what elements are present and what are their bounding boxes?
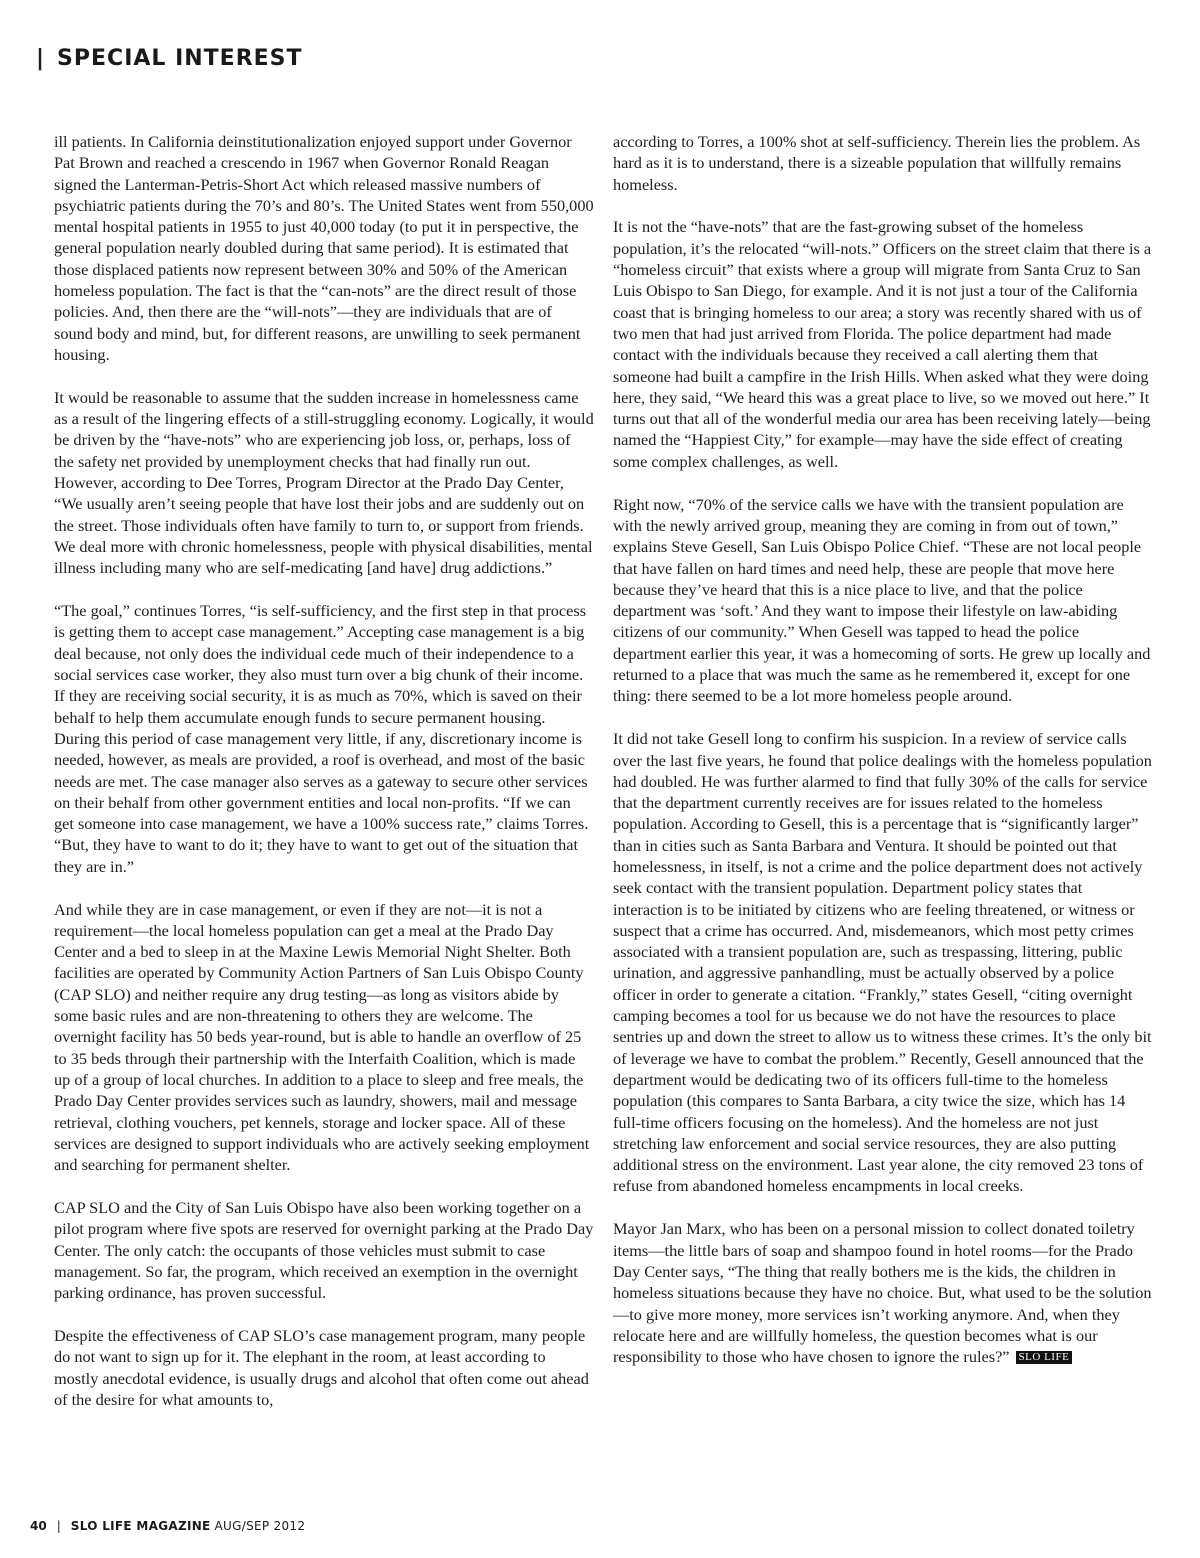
page-number: 40: [30, 1519, 47, 1533]
article-paragraph: ill patients. In California deinstitutionalization enjoyed support under Governor Pat Brown and reached a crescendo in 1967 when Governor Ronald Reagan signed the Lanterman-Petris-Short Act which released massive numbers of psychiatric patients during the 70’s and 80’s. The United States went from 550,000 mental hospital patients in 1955 to just 40,000 today (to put it in perspective, the general population nearly doubled during that same period). It is estimated that those displaced patients now represent between 30% and 50% of the American homeless population. The fact is that the “can-nots” are the direct result of those policies. And, then there are the “will-nots”—they are individuals that are of sound body and mind, but, for different reasons, are unwilling to seek permanent housing.: [54, 132, 594, 364]
article-paragraph: It is not the “have-nots” that are the fast-growing subset of the homeless population, it’s the relocated “will-nots.” Officers on the street claim that there is a “homeless circuit” that exists where a group will migrate from Santa Cruz to San Luis Obispo to San Diego, for example. And it is not just a tour of the California coast that is bringing homeless to our area; a story was recently shared with us of two men that had just arrived from Florida. The police department had made contact with the individuals because they received a call alerting them that someone had built a campfire in the Irish Hills. When asked what they were doing here, they said, “We heard this was a great place to live, so we moved out here.” It turns out that all of the wonderful media our area has been receiving lately—being named the “Happiest City,” for example—may have the side effect of creating some complex challenges, as well.: [613, 217, 1152, 471]
article-paragraph: It did not take Gesell long to confirm his suspicion. In a review of service calls over the last five years, he found that police dealings with the homeless population had doubled. He was further alarmed to find that fully 30% of the calls for service that the department currently receives are for issues related to the homeless population. According to Gesell, this is a percentage that is “significantly larger” than in cities such as Santa Barbara and Ventura. It should be pointed out that homelessness, in itself, is not a crime and the police department does not actively seek contact with the transient population. Department policy states that interaction is to be initiated by citizens who are feeling threatened, or witness or suspect that a crime has occurred. And, misdemeanors, which most petty crimes associated with a transient population are, such as trespassing, littering, public urination, and aggressive panhandling, must be actually observed by a police officer in order to generate a citation. “Frankly,” states Gesell, “citing overnight camping becomes a tool for us because we do not have the resources to place sentries up and down the street to allow us to witness these crimes. It’s the only bit of leverage we have to combat the problem.” Recently, Gesell announced that the department would be dedicating two of its officers full-time to the homeless population (this compares to Santa Barbara, a city twice the size, which has 14 full-time officers focusing on the homeless). And the homeless are not just stretching law enforcement and social service resources, they are also putting additional stress on the environment. Last year alone, the city removed 23 tons of refuse from abandoned homeless encampments in local creeks.: [613, 729, 1152, 1196]
issue-date: AUG/SEP 2012: [214, 1519, 306, 1533]
section-header-bar: |: [36, 46, 46, 71]
footer-separator: |: [56, 1519, 61, 1533]
end-mark-logo: SLO LIFE: [1016, 1351, 1073, 1364]
article-paragraph-text: Mayor Jan Marx, who has been on a personal mission to collect donated toiletry items—the little bars of soap and shampoo found in hotel rooms—for the Prado Day Center says, “The thing that really bothers me is the kids, the children in homeless situations because they have no choice. But, what used to be the solution—to give more money, more services isn’t working anymore. And, when they relocate here and are willfully homeless, the question becomes what is our responsibility to those who have chosen to ignore the rules?”: [613, 1219, 1152, 1367]
article-paragraph: Right now, “70% of the service calls we have with the transient population are with the newly arrived group, meaning they are coming in from out of town,” explains Steve Gesell, San Luis Obispo Police Chief. “These are not local people that have fallen on hard times and need help, these are people that move here because they’ve heard that this is a nice place to live, and that the police department was ‘soft.’ And they want to impose their lifestyle on law-abiding citizens of our community.” When Gesell was tapped to head the police department earlier this year, it was a homecoming of sorts. He grew up locally and returned to a place that was much the same as he remembered it, except for one thing: there seemed to be a lot more homeless people around.: [613, 494, 1151, 706]
article-paragraph: CAP SLO and the City of San Luis Obispo have also been working together on a pilot program where five spots are reserved for overnight parking at the Prado Day Center. The only catch: the occupants of those vehicles must submit to case management. So far, the program, which received an exemption in the overnight parking ordinance, has proven successful.: [54, 1198, 594, 1303]
page-footer: [30, 1519, 305, 1533]
article-paragraph: It would be reasonable to assume that the sudden increase in homelessness came as a result of the lingering effects of a still-struggling economy. Logically, it would be driven by the “have-nots” who are experiencing job loss, or, perhaps, loss of the safety net provided by unemployment checks that had finally run out. However, according to Dee Torres, Program Director at the Prado Day Center, “We usually aren’t seeing people that have lost their jobs and are suddenly out on the street. Those individuals often have family to turn to, or support from friends. We deal more with chronic homelessness, people with physical disabilities, mental illness including many who are self-medicating [and have] drug addictions.”: [54, 387, 594, 578]
article-column-left: [54, 131, 594, 1432]
article-paragraph: Despite the effectiveness of CAP SLO’s case management program, many people do not want to sign up for it. The elephant in the room, at least according to mostly anecdotal evidence, is usually drugs and alcohol that often come out ahead of the desire for what amounts to,: [54, 1326, 589, 1409]
article-final-paragraph: [613, 1218, 1153, 1367]
article-paragraph: And while they are in case management, or even if they are not—it is not a requirement—the local homeless population can get a meal at the Prado Day Center and a bed to sleep in at the Maxine Lewis Memorial Night Shelter. Both facilities are operated by Community Action Partners of San Luis Obispo County (CAP SLO) and neither require any drug testing—as long as visitors abide by some basic rules and are non-threatening to others they are welcome. The overnight facility has 50 beds year-round, but is able to handle an overflow of 25 to 35 beds through their partnership with the Interfaith Coalition, which is made up of a group of local churches. In addition to a place to sleep and free meals, the Prado Day Center provides services such as laundry, showers, mail and message retrieval, clothing vouchers, pet kennels, storage and locker space. All of these services are designed to support individuals who are actively seeking employment and searching for permanent shelter.: [54, 899, 590, 1175]
magazine-name: SLO LIFE MAGAZINE: [70, 1519, 211, 1533]
article-column-right: [613, 131, 1153, 1389]
section-header: [36, 46, 303, 71]
article-paragraph: according to Torres, a 100% shot at self-sufficiency. Therein lies the problem. As hard as it is to understand, there is a sizeable population that willfully remains homeless.: [613, 132, 1141, 194]
article-paragraph: “The goal,” continues Torres, “is self-sufficiency, and the first step in that process is getting them to accept case management.” Accepting case management is a big deal because, not only does the individual cede much of their independence to a social services case worker, they also must turn over a big chunk of their income. If they are receiving social security, it is as much as 70%, which is saved on their behalf to help them accumulate enough funds to secure permanent housing. During this period of case management very little, if any, discretionary income is needed, however, as meals are provided, a roof is overhead, and most of the basic needs are met. The case manager also serves as a gateway to secure other services on their behalf from other government entities and local non-profits. “If we can get someone into case management, we have a 100% success rate,” claims Torres. “But, they have to want to do it; they have to want to get out of the situation that they are in.”: [54, 601, 589, 876]
section-title: SPECIAL INTEREST: [57, 46, 303, 71]
